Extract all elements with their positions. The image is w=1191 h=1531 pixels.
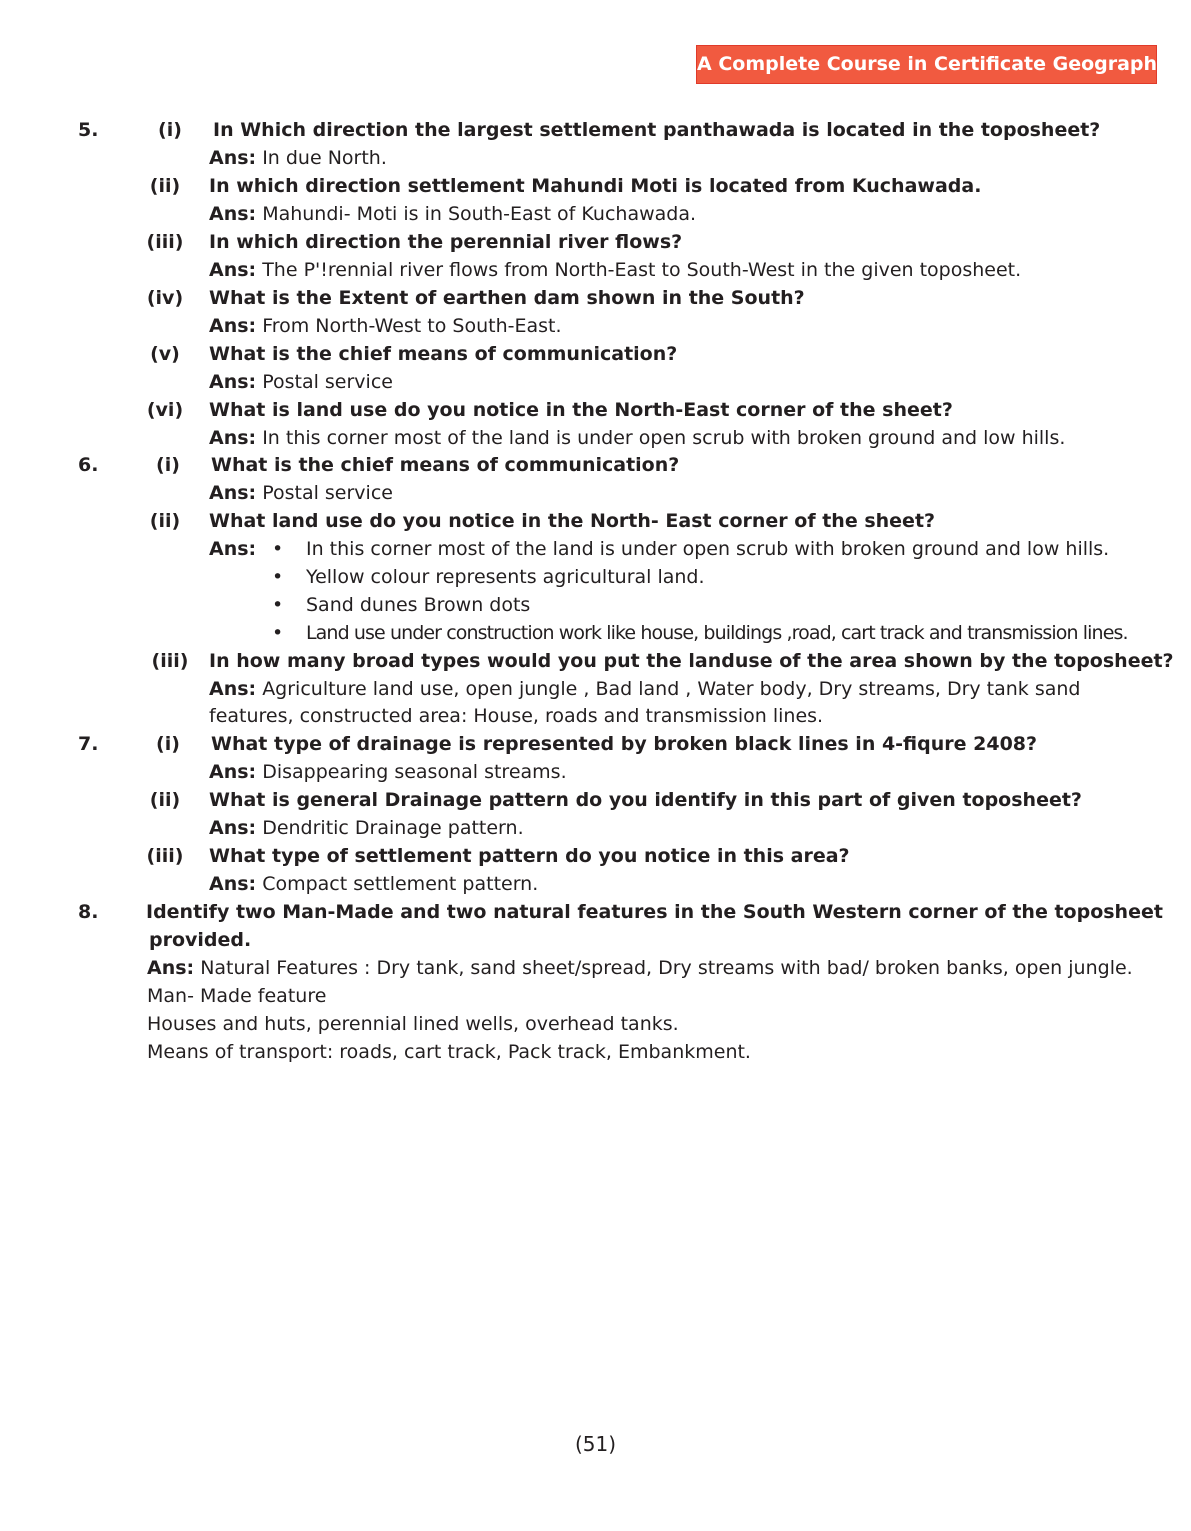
question-text: What is the chief means of communication? <box>211 454 680 476</box>
ans-label: Ans: <box>209 482 257 504</box>
question-text: In Which direction the largest settlement panthawada is located in the toposheet? <box>213 119 1101 141</box>
ans-label: Ans: <box>209 259 257 281</box>
ans-label: Ans: <box>209 427 257 449</box>
question-text: What type of drainage is represented by broken black lines in 4-fiqure 2408? <box>211 733 1038 755</box>
answer <box>209 872 538 896</box>
answer-text: Disappearing seasonal streams. <box>262 761 567 783</box>
ans-label: Ans: <box>209 315 257 337</box>
answer-text: Compact settlement pattern. <box>262 873 539 895</box>
question-number: 5. <box>78 119 99 141</box>
answer-text: Means of transport: roads, cart track, Pack track, Embankment. <box>147 1041 751 1063</box>
answer <box>209 677 1081 701</box>
page-number: (51) <box>574 1432 617 1456</box>
answer-text: From North-West to South-East. <box>262 315 562 337</box>
sub-number: (ii) <box>149 789 181 811</box>
ans-label: Ans: <box>209 678 257 700</box>
question-text: What is the Extent of earthen dam shown in the South? <box>209 287 805 309</box>
question-text: provided. <box>149 929 252 951</box>
bullet: • <box>272 622 284 644</box>
ans-label: Ans: <box>209 817 257 839</box>
answer <box>209 314 562 338</box>
sub-number: (iii) <box>146 845 184 867</box>
answer-text: Postal service <box>262 482 393 504</box>
sub-number: (iv) <box>146 287 184 309</box>
ans-label: Ans: <box>209 873 257 895</box>
question-number: 7. <box>78 733 99 755</box>
answer <box>209 202 696 226</box>
bullet: • <box>272 538 284 560</box>
question-text: What land use do you notice in the North- East corner of the sheet? <box>209 510 936 532</box>
answer <box>209 760 567 784</box>
sub-number: (i) <box>156 454 180 476</box>
question-text: What is general Drainage pattern do you identify in this part of given toposheet? <box>209 789 1082 811</box>
answer-text: In due North. <box>262 147 387 169</box>
ans-label: Ans: <box>209 371 257 393</box>
ans-label: Ans: <box>209 538 257 560</box>
answer <box>209 146 387 170</box>
sub-number: (iii) <box>146 231 184 253</box>
answer <box>209 481 393 505</box>
ans-label: Ans: <box>147 957 195 979</box>
bullet-text: Sand dunes Brown dots <box>306 594 531 616</box>
sub-number: (ii) <box>149 510 181 532</box>
answer-text: Man- Made feature <box>147 985 327 1007</box>
question-text: Identify two Man-Made and two natural features in the South Western corner of the toposheet <box>146 901 1163 923</box>
bullet-text: Land use under construction work like house, buildings ,road, cart track and transmission lines. <box>306 622 1128 644</box>
answer <box>147 956 1133 980</box>
question-text: What type of settlement pattern do you notice in this area? <box>209 845 850 867</box>
sub-number: (ii) <box>149 175 181 197</box>
sub-number: (i) <box>158 119 182 141</box>
bullet-text: In this corner most of the land is under open scrub with broken ground and low hills. <box>306 538 1110 560</box>
answer-text: Agriculture land use, open jungle , Bad land , Water body, Dry streams, Dry tank sand <box>262 678 1081 700</box>
sub-number: (v) <box>150 343 180 365</box>
ans-label: Ans: <box>209 147 257 169</box>
sub-number: (vi) <box>146 399 184 421</box>
answer-text: In this corner most of the land is under open scrub with broken ground and low hills. <box>262 427 1066 449</box>
ans-label: Ans: <box>209 761 257 783</box>
answer <box>209 816 524 840</box>
question-number: 8. <box>78 901 99 923</box>
answer-text: Houses and huts, perennial lined wells, overhead tanks. <box>147 1013 679 1035</box>
answer-text: The P'!rennial river flows from North-East to South-West in the given toposheet. <box>262 259 1022 281</box>
answer-text: features, constructed area: House, roads and transmission lines. <box>209 705 824 727</box>
answer-text: Dendritic Drainage pattern. <box>262 817 524 839</box>
ans-label: Ans: <box>209 203 257 225</box>
question-text: In which direction the perennial river flows? <box>209 231 683 253</box>
answer <box>209 258 1021 282</box>
answer-text: Natural Features : Dry tank, sand sheet/spread, Dry streams with bad/ broken banks, open jungle. <box>200 957 1133 979</box>
bullet-text: Yellow colour represents agricultural land. <box>306 566 705 588</box>
book-title-banner: A Complete Course in Certificate Geography-II <box>696 45 1157 84</box>
bullet: • <box>272 594 284 616</box>
question-number: 6. <box>78 454 99 476</box>
bullet: • <box>272 566 284 588</box>
answer <box>209 426 1065 450</box>
answer <box>209 370 393 394</box>
question-text: In how many broad types would you put the landuse of the area shown by the toposheet? <box>209 650 1174 672</box>
answer-text: Mahundi- Moti is in South-East of Kuchawada. <box>262 203 697 225</box>
sub-number: (i) <box>156 733 180 755</box>
answer-text: Postal service <box>262 371 393 393</box>
sub-number: (iii) <box>151 650 189 672</box>
question-text: What is land use do you notice in the North-East corner of the sheet? <box>209 399 953 421</box>
question-text: In which direction settlement Mahundi Moti is located from Kuchawada. <box>209 175 982 197</box>
question-text: What is the chief means of communication? <box>209 343 678 365</box>
